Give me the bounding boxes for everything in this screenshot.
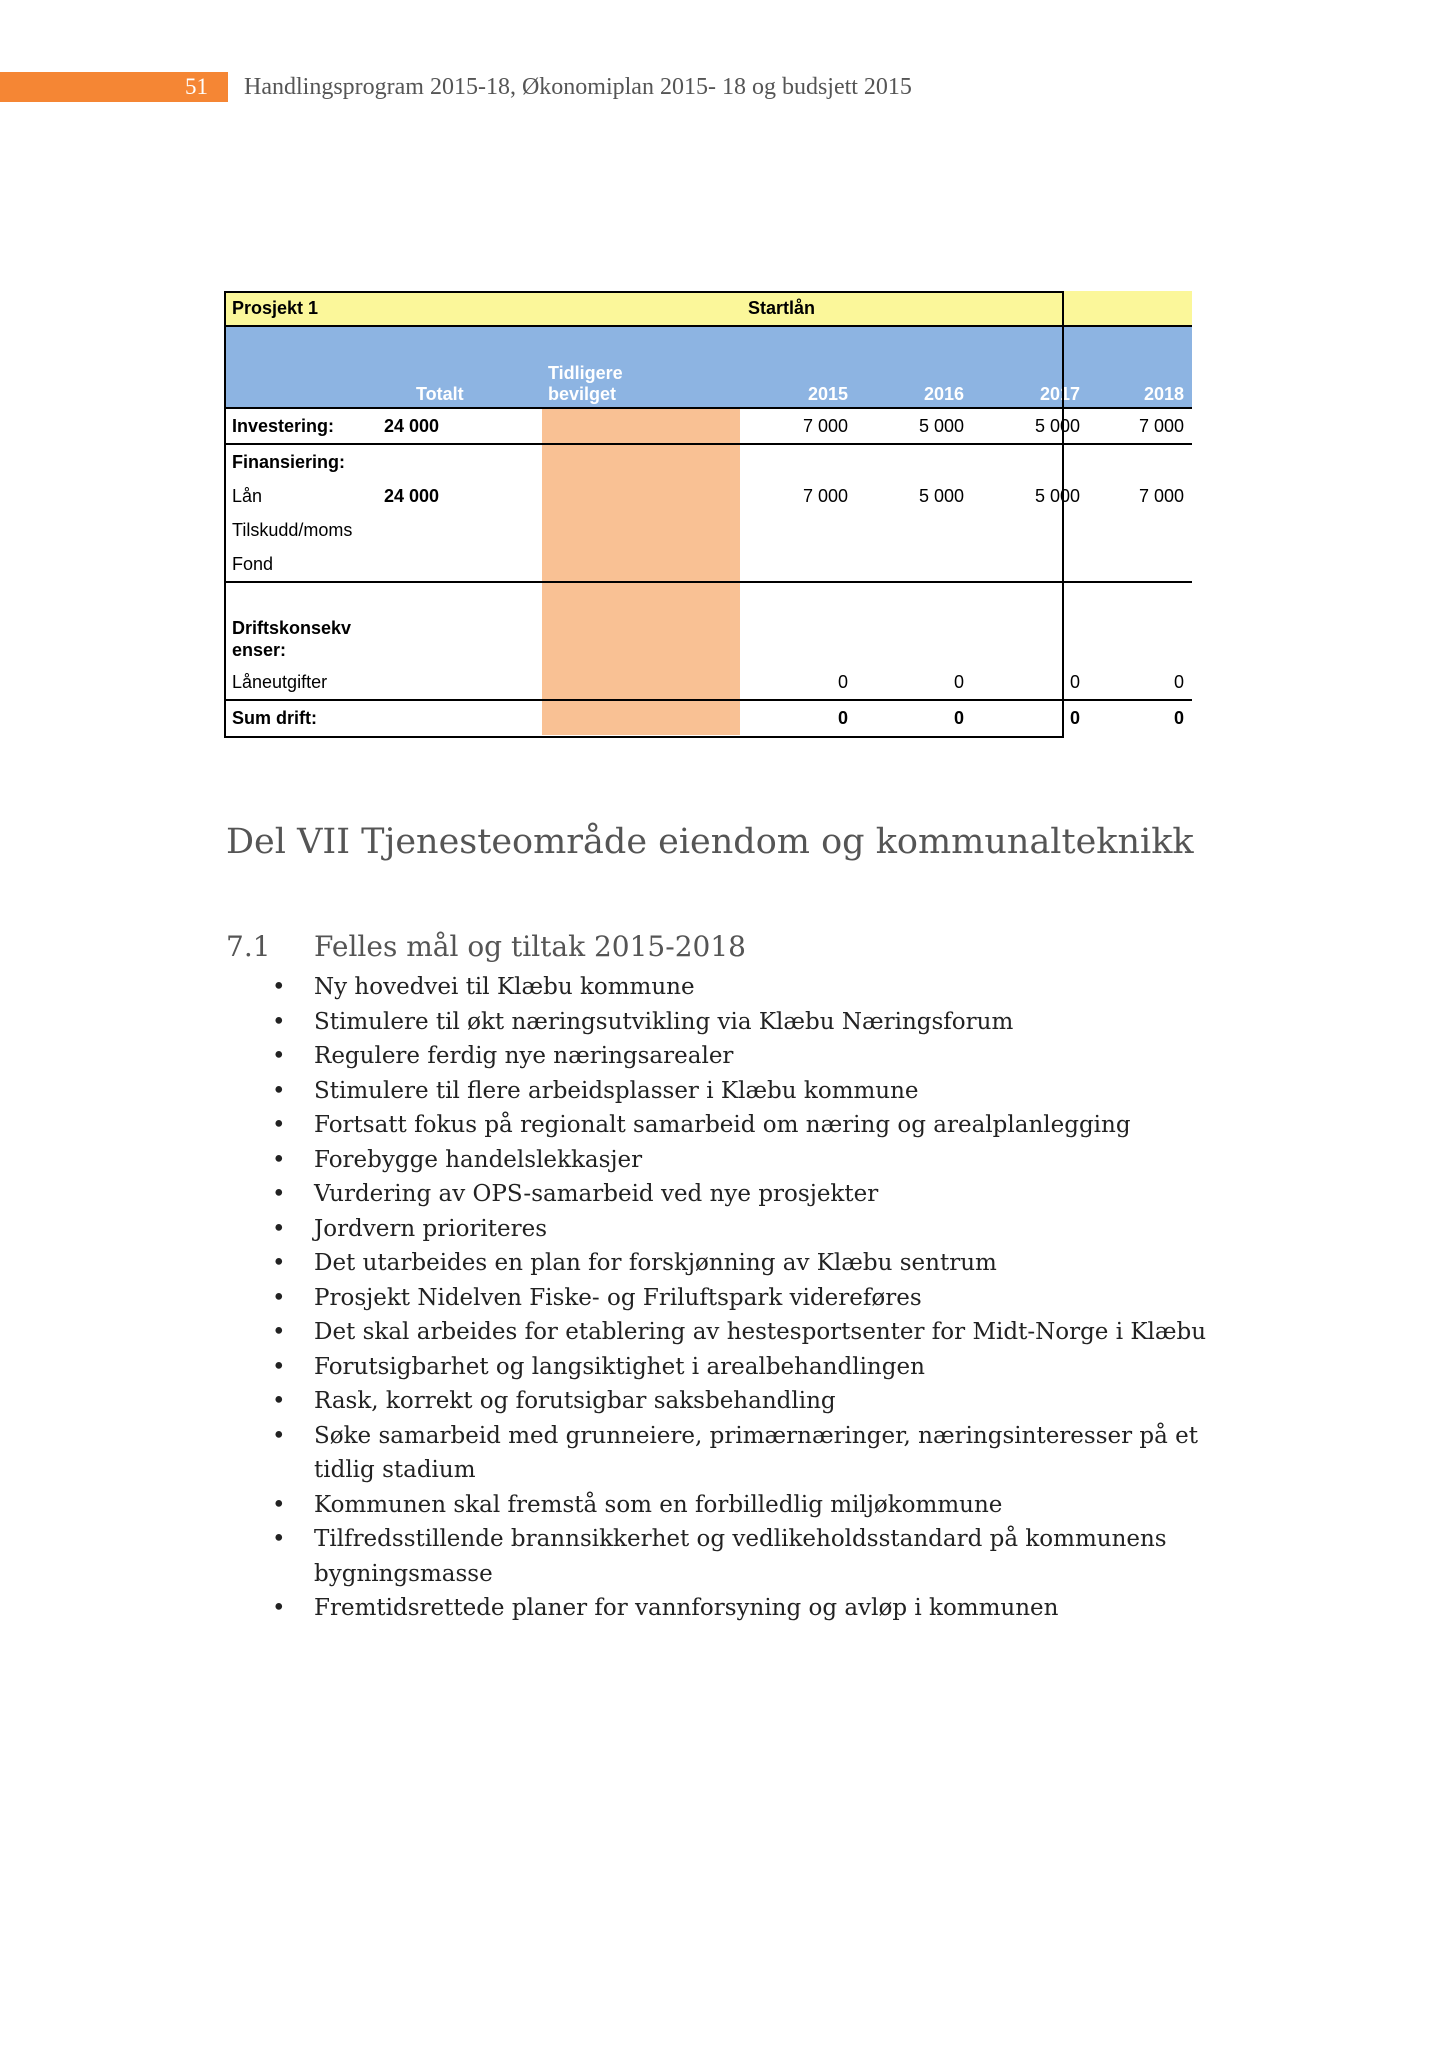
cell-2018: 0 [1088, 665, 1192, 700]
col-tidligere: Tidligere bevilget [548, 363, 623, 404]
bullet-icon: • [272, 1353, 286, 1380]
list-item-text: Ny hovedvei til Klæbu kommune [314, 974, 695, 1000]
bullet-icon: • [272, 1077, 286, 1104]
col-2018: 2018 [1088, 326, 1192, 408]
list-item-text: Forebygge handelslekkasjer [314, 1146, 643, 1173]
cell-2016: 0 [856, 665, 972, 700]
list-item [226, 1488, 1266, 1523]
list-item-text: Det utarbeides en plan for forskjønning av Klæbu sentrum [314, 1250, 997, 1276]
table-header-row [224, 326, 1192, 408]
row-label: Finansiering: [232, 451, 346, 472]
list-item-text: Rask, korrekt og forutsigbar saksbehandling [314, 1388, 836, 1414]
sub-heading [226, 930, 746, 963]
bullet-icon: • [272, 1112, 286, 1138]
table-row [224, 444, 1192, 479]
list-item [226, 1591, 1266, 1626]
list-item-text: Stimulere til flere arbeidsplasser i Klæbu kommune [314, 1077, 919, 1104]
list-item [226, 1419, 1266, 1488]
cell-2015: 7 000 [740, 408, 856, 444]
cell-2015: 7 000 [802, 485, 848, 506]
list-item [226, 1350, 1266, 1385]
bullet-icon: • [272, 1043, 286, 1069]
list-item-text: Kommunen skal fremstå som en forbilledlig miljøkommune [314, 1491, 1003, 1518]
cell-2017: 0 [1069, 707, 1080, 728]
bullet-icon: • [272, 1284, 286, 1311]
sub-heading-title: Felles mål og tiltak 2015-2018 [314, 930, 746, 963]
cell-totalt: 24 000 [360, 408, 542, 444]
list-item [226, 1143, 1266, 1178]
list-item-text: Det skal arbeides for etablering av hestesportsenter for Midt-Norge i Klæbu [314, 1319, 1207, 1345]
table-row [224, 665, 1192, 700]
bullet-icon: • [272, 1250, 286, 1276]
list-item [226, 1177, 1266, 1212]
bullet-icon: • [272, 1319, 286, 1345]
row-label: Fond [224, 547, 360, 582]
cell-2018: 0 [1174, 707, 1185, 728]
bullet-icon: • [272, 1422, 286, 1449]
bullet-icon: • [272, 1008, 286, 1035]
list-item [226, 1281, 1266, 1316]
table-title-row [224, 291, 1192, 326]
row-label: Sum drift: [232, 707, 317, 728]
list-item [226, 1246, 1266, 1281]
row-label: Låneutgifter [224, 665, 360, 700]
bullet-icon: • [272, 1215, 286, 1242]
list-item [226, 970, 1266, 1005]
bullet-icon: • [272, 1388, 286, 1414]
list-item [226, 1384, 1266, 1419]
list-item-text: Regulere ferdig nye næringsarealer [314, 1043, 734, 1069]
cell-2016: 0 [953, 707, 964, 728]
project-label: Prosjekt 1 [224, 291, 740, 326]
col-2017: 2017 [972, 326, 1088, 408]
list-item-text: Søke samarbeid med grunneiere, primærnæringer, næringsinteresser på et tidlig stadium [314, 1422, 1199, 1483]
cell-2016: 5 000 [856, 408, 972, 444]
list-item-text: Vurdering av OPS-samarbeid ved nye prosjekter [314, 1181, 879, 1207]
list-item [226, 1212, 1266, 1247]
col-totalt: Totalt [416, 384, 464, 404]
table-row [224, 700, 1192, 735]
col-2016: 2016 [856, 326, 972, 408]
list-item-text: Fortsatt fokus på regionalt samarbeid om næring og arealplanlegging [314, 1112, 1131, 1138]
table-row [224, 408, 1192, 444]
list-item-text: Prosjekt Nidelven Fiske- og Friluftspark videreføres [314, 1284, 922, 1311]
bullet-icon: • [272, 1526, 286, 1552]
row-label: Investering: [224, 408, 360, 444]
section-heading: Del VII Tjenesteområde eiendom og kommunalteknikk [226, 822, 1194, 862]
cell-2017: 0 [972, 665, 1088, 700]
cell-totalt: 24 000 [384, 485, 440, 506]
list-item [226, 1522, 1266, 1591]
budget-table [224, 291, 1192, 735]
bullet-icon: • [272, 1595, 286, 1621]
list-item [226, 1108, 1266, 1143]
cell-2016: 5 000 [918, 485, 964, 506]
sub-heading-number: 7.1 [226, 930, 271, 963]
row-label: Lån [232, 485, 263, 506]
bullet-icon: • [272, 1181, 286, 1207]
list-item [226, 1005, 1266, 1040]
list-item [226, 1315, 1266, 1350]
cell-2017: 5 000 [972, 408, 1088, 444]
table-row [224, 513, 1192, 547]
cell-2017: 5 000 [1034, 485, 1080, 506]
list-item [226, 1074, 1266, 1109]
cell-2015: 0 [837, 707, 848, 728]
bullet-icon: • [272, 1146, 286, 1173]
cell-2018: 7 000 [1088, 408, 1192, 444]
list-item-text: Stimulere til økt næringsutvikling via Klæbu Næringsforum [314, 1008, 1014, 1035]
col-2015: 2015 [740, 326, 856, 408]
page-number: 51 [0, 72, 228, 102]
list-item [226, 1039, 1266, 1074]
running-header: Handlingsprogram 2015-18, Økonomiplan 2015- 18 og budsjett 2015 [244, 73, 912, 100]
table-row [224, 582, 1192, 665]
list-item-text: Tilfredsstillende brannsikkerhet og vedlikeholdsstandard på kommunens bygningsmasse [314, 1526, 1167, 1587]
list-item-text: Forutsigbarhet og langsiktighet i arealbehandlingen [314, 1353, 925, 1380]
row-label: Tilskudd/moms [232, 519, 353, 540]
project-name: Startlån [740, 291, 1192, 326]
list-item-text: Fremtidsrettede planer for vannforsyning og avløp i kommunen [314, 1595, 1059, 1621]
list-item-text: Jordvern prioriteres [314, 1215, 548, 1242]
cell-2018: 7 000 [1138, 485, 1185, 506]
table-row [224, 547, 1192, 582]
cell-2015: 0 [740, 665, 856, 700]
bullet-icon: • [272, 974, 286, 1000]
row-label: Driftskonsekv enser: [232, 618, 352, 660]
goals-list [226, 970, 1266, 1626]
table-row [224, 479, 1192, 513]
bullet-icon: • [272, 1491, 286, 1518]
